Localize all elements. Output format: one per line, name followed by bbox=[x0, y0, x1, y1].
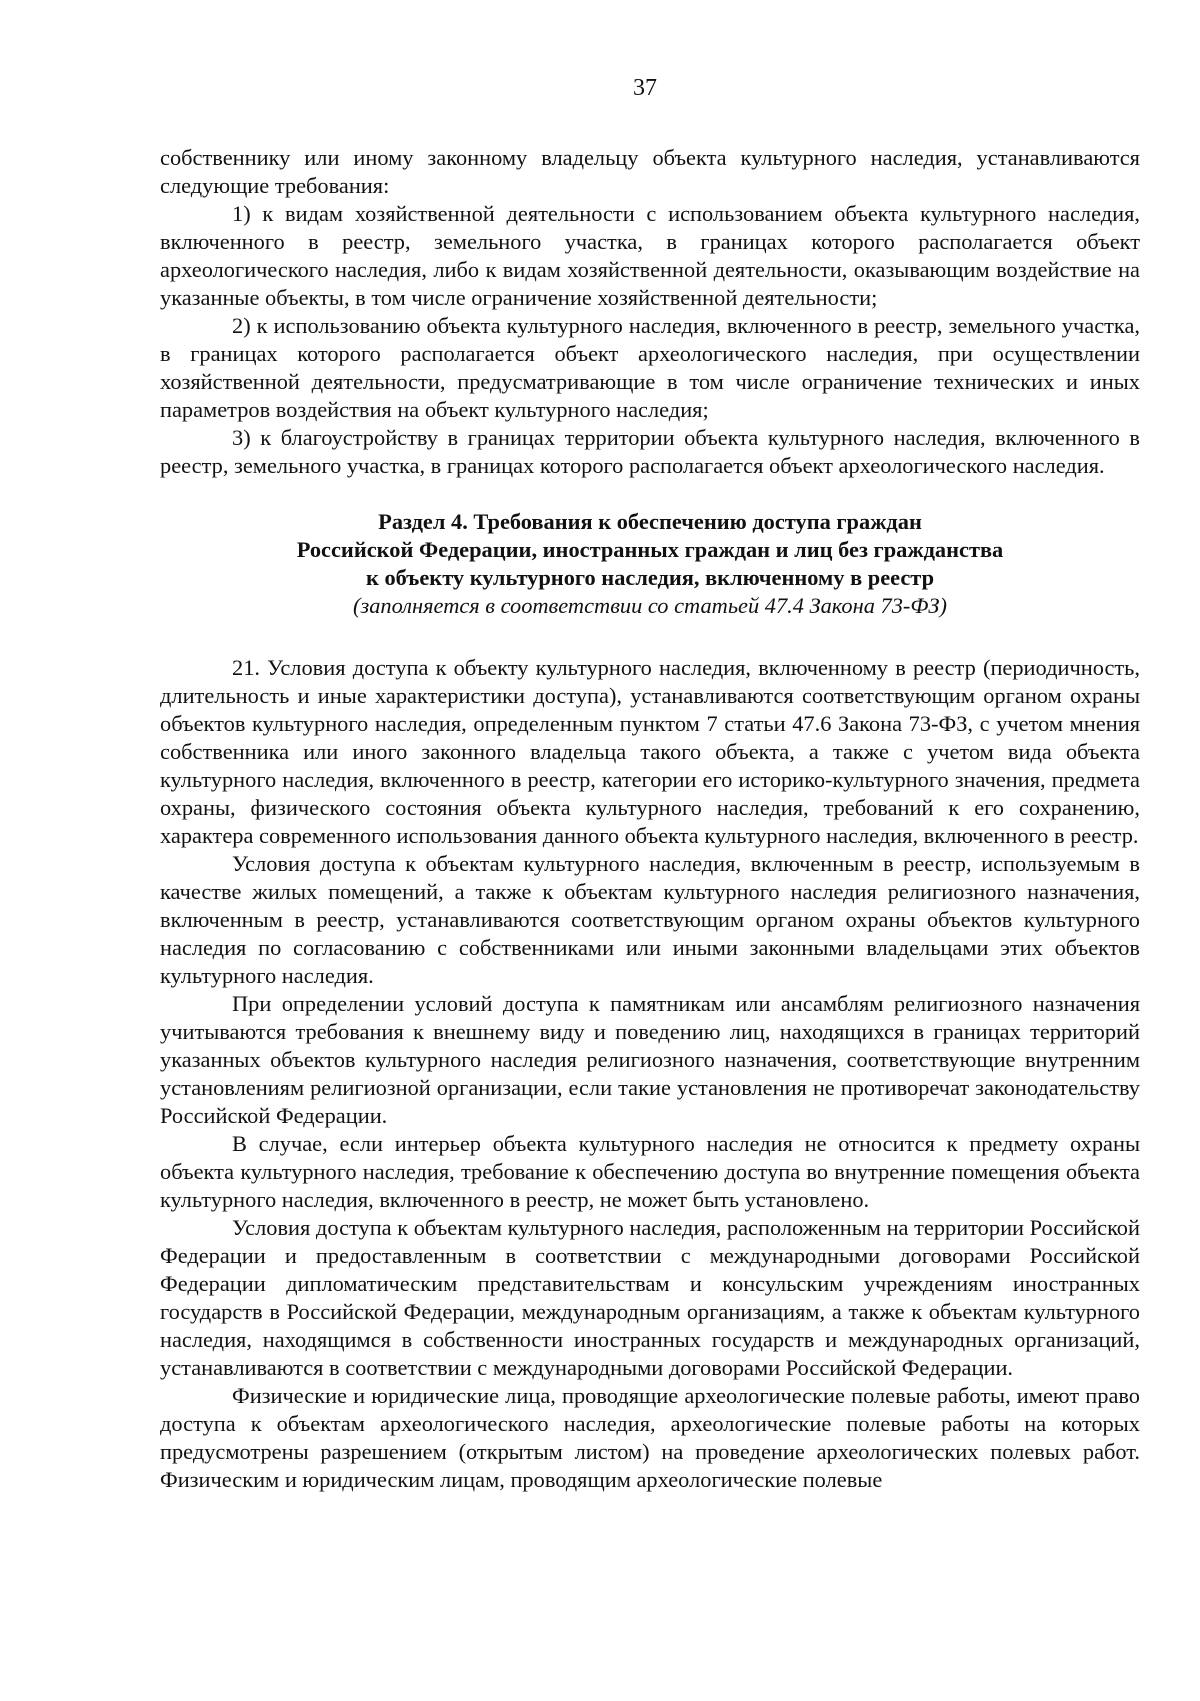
international-objects-paragraph: Условия доступа к объектам культурного наследия, расположенным на территории Российской Федерации и предоставленным в соответствии с международными договорами Российской Федерации дипломатическим представительствам и консульским учреждениям иностранных государств в Российской Федерации, международным организациям, а также к объектам культурного наследия, находящимся в собственности иностранных государств и международных организаций, устанавливаются в соответствии с международными договорами Российской Федерации. bbox=[160, 1215, 1140, 1380]
religious-monuments-paragraph: При определении условий доступа к памятникам или ансамблям религиозного назначения учитываются требования к внешнему виду и поведению лиц, находящихся в границах территорий указанных объектов культурного наследия религиозного назначения, соответствующие внутренним установлениям религиозной организации, если такие установления не противоречат законодательству Российской Федерации. bbox=[160, 991, 1140, 1128]
document-body bbox=[160, 144, 1140, 1494]
section-heading-line-1: Раздел 4. Требования к обеспечению доступа граждан bbox=[378, 509, 922, 534]
access-residential-religious-paragraph: Условия доступа к объектам культурного наследия, включенным в реестр, используемым в качестве жилых помещений, а также к объектам культурного наследия религиозного назначения, включенным в реестр, устанавливаются соответствующим органом охраны объектов культурного наследия по согласованию с собственниками или иными законными владельцами этих объектов культурного наследия. bbox=[160, 851, 1140, 988]
requirement-item-3: 3) к благоустройству в границах территории объекта культурного наследия, включенного в реестр, земельного участка, в границах которого располагается объект археологического наследия. bbox=[160, 425, 1140, 478]
archaeological-access-paragraph: Физические и юридические лица, проводящие археологические полевые работы, имеют право доступа к объектам археологического наследия, археологические полевые работы на которых предусмотрены разрешением (открытым листом) на проведение археологических полевых работ. Физическим и юридическим лицам, проводящим археологические полевые bbox=[160, 1383, 1140, 1492]
page-number: 37 bbox=[633, 75, 657, 101]
section-4-heading bbox=[160, 508, 1140, 620]
section-heading-line-2: Российской Федерации, иностранных граждан и лиц без гражданства bbox=[296, 537, 1004, 562]
section-fill-note: (заполняется в соответствии со статьей 47.4 Закона 73-ФЗ) bbox=[353, 593, 947, 618]
intro-paragraph: собственнику или иному законному владельцу объекта культурного наследия, устанавливаются следующие требования: bbox=[160, 145, 1140, 198]
interior-access-paragraph: В случае, если интерьер объекта культурного наследия не относится к предмету охраны объекта культурного наследия, требование к обеспечению доступа во внутренние помещения объекта культурного наследия, включенного в реестр, не может быть установлено. bbox=[160, 1131, 1140, 1212]
section-heading-line-3: к объекту культурного наследия, включенному в реестр bbox=[365, 565, 935, 590]
requirement-item-1: 1) к видам хозяйственной деятельности с использованием объекта культурного наследия, включенного в реестр, земельного участка, в границах которого располагается объект археологического наследия, либо к видам хозяйственной деятельности, оказывающим воздействие на указанные объекты, в том числе ограничение хозяйственной деятельности; bbox=[160, 201, 1140, 310]
requirement-item-2: 2) к использованию объекта культурного наследия, включенного в реестр, земельного участка, в границах которого располагается объект археологического наследия, при осуществлении хозяйственной деятельности, предусматривающие в том числе ограничение технических и иных параметров воздействия на объект культурного наследия; bbox=[160, 313, 1140, 422]
clause-21-paragraph: 21. Условия доступа к объекту культурного наследия, включенному в реестр (периодичность, длительность и иные характеристики доступа), устанавливаются соответствующим органом охраны объектов культурного наследия, определенным пунктом 7 статьи 47.6 Закона 73-ФЗ, с учетом мнения собственника или иного законного владельца такого объекта, а также с учетом вида объекта культурного наследия, включенного в реестр, категории его историко-культурного значения, предмета охраны, физического состояния объекта культурного наследия, требований к его сохранению, характера современного использования данного объекта культурного наследия, включенного в реестр. bbox=[160, 655, 1140, 848]
